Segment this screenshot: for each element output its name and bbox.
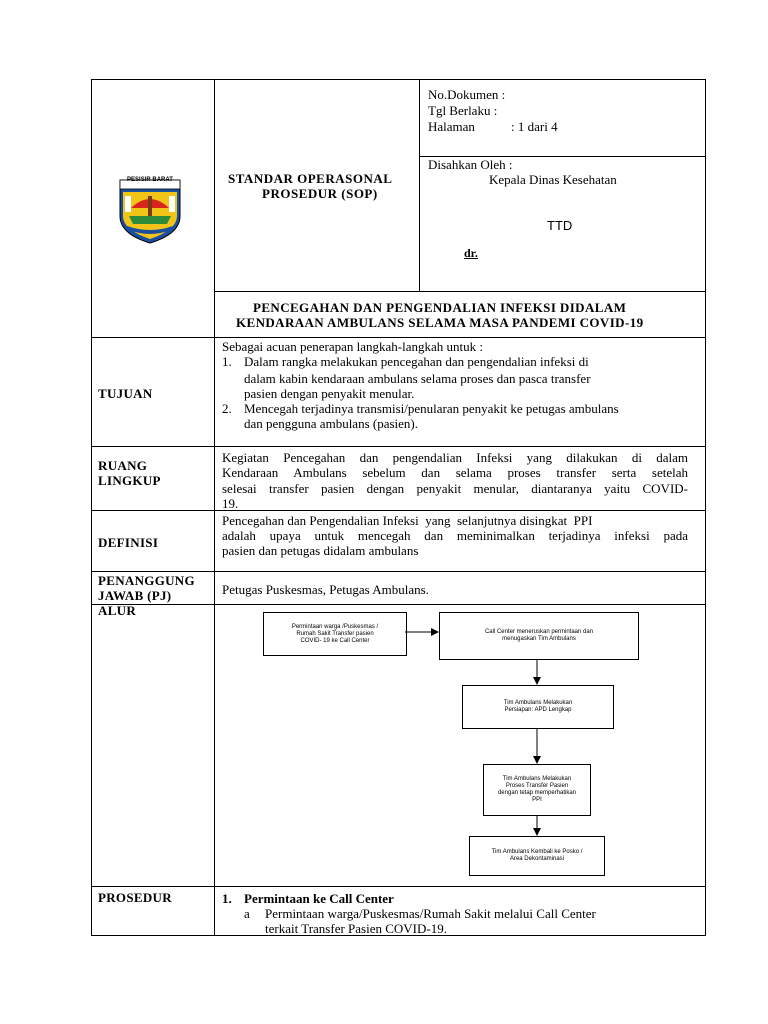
ruang-lingkup-label-line1: RUANG [98, 458, 148, 473]
ruang-lingkup-line4: 19. [222, 496, 239, 511]
flow-box-3: Tim Ambulans Melakukan Persiapan: APD Lengkap [462, 685, 614, 729]
tujuan-item-1-line3: pasien dengan penyakit menular. [244, 386, 415, 401]
no-dokumen: No.Dokumen : [428, 87, 506, 102]
ttd-label: TTD [547, 218, 573, 233]
doc-title-line2: KENDARAAN AMBULANS SELAMA MASA PANDEMI COVID-19 [236, 315, 644, 330]
ruang-lingkup-line1: Kegiatan Pencegahan dan pengendalian Infeksi yang dilakukan di dalam [222, 450, 688, 465]
prosedur-item-1-num: 1. [222, 891, 232, 906]
ruang-lingkup-line2: Kendaraan Ambulans sebelum dan selama proses transfer serta setelah [222, 465, 688, 480]
tujuan-item-2-line2: dan pengguna ambulans (pasien). [244, 416, 419, 431]
doc-title-line1: PENCEGAHAN DAN PENGENDALIAN INFEKSI DIDALAM [253, 300, 627, 315]
prosedur-label: PROSEDUR [98, 890, 172, 905]
prosedur-item-1-title: Permintaan ke Call Center [244, 891, 394, 906]
flow-box-5: Tim Ambulans Kembali ke Posko / Area Dekontaminasi [469, 836, 605, 876]
definisi-line1: Pencegahan dan Pengendalian Infeksi yang selanjutnya disingkat PPI [222, 513, 593, 528]
tujuan-intro: Sebagai acuan penerapan langkah-langkah untuk : [222, 339, 483, 354]
tujuan-item-1-line1: Dalam rangka melakukan pencegahan dan pengendalian infeksi di [244, 354, 589, 369]
definisi-line3: pasien dan petugas didalam ambulans [222, 543, 419, 558]
pj-label-line1: PENANGGUNG [98, 573, 195, 588]
pj-value: Petugas Puskesmas, Petugas Ambulans. [222, 582, 429, 597]
tujuan-item-1-line2: dalam kabin kendaraan ambulans selama proses dan pasca transfer [244, 371, 591, 386]
dr-label: dr. [464, 246, 478, 260]
sop-title-line2: PROSEDUR (SOP) [262, 186, 378, 201]
disahkan-oleh: Disahkan Oleh : [428, 157, 513, 172]
tujuan-item-2-line1: Mencegah terjadinya transmisi/penularan penyakit ke petugas ambulans [244, 401, 619, 416]
flow-box-1: Permintaan warga /Puskesmas / Rumah Sakit Transfer pasien COVID- 19 ke Call Center [263, 612, 407, 656]
pj-label-line2: JAWAB (PJ) [98, 588, 172, 603]
prosedur-sub-a-letter: a [244, 906, 250, 921]
definisi-line2: adalah upaya untuk mencegah dan meminimalkan terjadinya infeksi pada [222, 528, 688, 543]
prosedur-sub-a-line2: terkait Transfer Pasien COVID-19. [265, 921, 447, 936]
definisi-label: DEFINISI [98, 535, 159, 550]
tujuan-label: TUJUAN [98, 386, 153, 401]
tujuan-item-1-num: 1. [222, 354, 232, 369]
logo-label: PESISIR BARAT [127, 177, 173, 183]
ruang-lingkup-line3: selesai transfer pasien dengan penyakit menular, diantaranya yaitu COVID- [222, 481, 688, 496]
halaman-value: : 1 dari 4 [511, 119, 558, 134]
flow-box-2: Call Center meneruskan permintaan dan menugaskan Tim Ambulans [439, 612, 639, 660]
alur-label: ALUR [98, 603, 137, 618]
ruang-lingkup-label-line2: LINGKUP [98, 473, 161, 488]
prosedur-sub-a-line1: Permintaan warga/Puskesmas/Rumah Sakit melalui Call Center [265, 906, 596, 921]
flow-box-4: Tim Ambulans Melakukan Proses Transfer Pasien dengan tetap memperhatikan PPI [483, 764, 591, 816]
kepala-dinas: Kepala Dinas Kesehatan [489, 172, 617, 187]
tujuan-item-2-num: 2. [222, 401, 232, 416]
tgl-berlaku: Tgl Berlaku : [428, 103, 498, 118]
halaman-label: Halaman [428, 119, 475, 134]
sop-title-line1: STANDAR OPERASONAL [228, 171, 393, 186]
